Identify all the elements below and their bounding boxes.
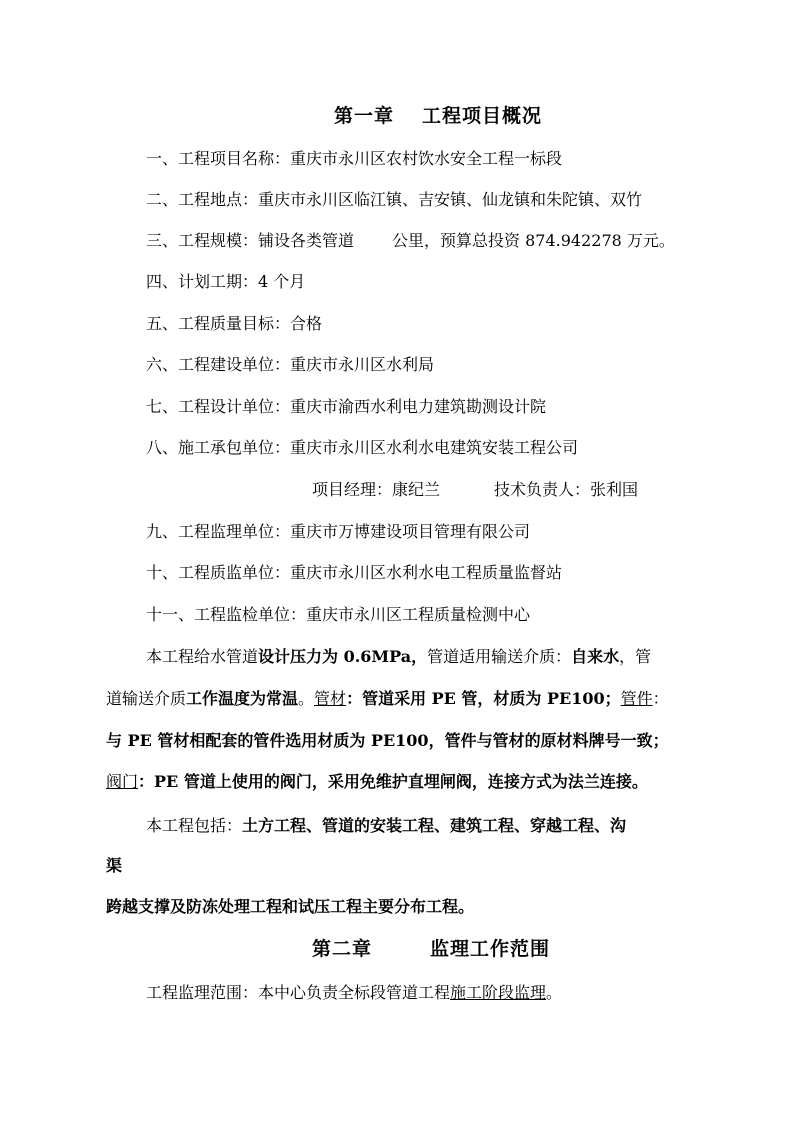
p2-label: 本工程包括： [146, 816, 243, 835]
supervision-scope [146, 983, 562, 1003]
p1-tail: ，管 [619, 647, 652, 666]
item-6: 六、工程建设单位：重庆市永川区水利局 [146, 355, 435, 374]
item-9: 九、工程监理单位：重庆市万博建设项目管理有限公司 [146, 522, 531, 541]
p1-pipe: ：管道采用 PE 管，材质为 PE100； [346, 689, 621, 708]
p1-text: 本工程给水管道 [146, 647, 259, 666]
p1-period: 。 [298, 689, 315, 708]
scope-text: 工程监理范围：本中心负责全标段管道工程 [146, 983, 451, 1002]
p1-temp-label: 道输送介质 [106, 689, 187, 708]
p2-content: 土方工程、管道的安装工程、建筑工程、穿越工程、沟 [242, 816, 627, 835]
item-11: 十一、工程监检单位：重庆市永川区工程质量检测中心 [146, 605, 531, 624]
chapter1-name: 工程项目概况 [422, 105, 543, 127]
project-staff [312, 480, 638, 500]
scope-phase: 施工阶段监理 [450, 983, 547, 1002]
paragraph2-line3: 跨越支撑及防冻处理工程和试压工程主要分布工程。 [106, 897, 475, 916]
p1-medium: 自来水 [571, 647, 620, 666]
item-3-a: 三、工程规模：铺设各类管道 [146, 231, 355, 250]
item-10: 十、工程质监单位：重庆市永川区水利水电工程质量监督站 [146, 563, 563, 582]
chapter2-name: 监理工作范围 [430, 938, 551, 960]
paragraph1-line4 [106, 772, 648, 792]
project-manager: 项目经理：康纪兰 [312, 480, 441, 499]
p1-pipe-label: 管材 [314, 689, 347, 708]
item-3-b: 公里，预算总投资 874.942278 万元。 [392, 231, 675, 250]
item-7: 七、工程设计单位：重庆市渝西水利电力建筑勘测设计院 [146, 397, 547, 416]
paragraph1-line1 [146, 647, 651, 667]
item-3 [146, 231, 675, 251]
item-5: 五、工程质量目标：合格 [146, 314, 323, 333]
p1-valve: ：PE 管道上使用的阀门，采用免维护直埋闸阀，连接方式为法兰连接。 [138, 772, 648, 791]
item-1: 一、工程项目名称：重庆市永川区农村饮水安全工程一标段 [146, 149, 563, 168]
p1-fitting-label: 管件 [620, 689, 653, 708]
item-8: 八、施工承包单位：重庆市永川区水利水电建筑安装工程公司 [146, 438, 579, 457]
p1-pressure: 设计压力为 0.6MPa， [258, 647, 428, 666]
paragraph2-line2: 渠 [106, 856, 123, 875]
p1-colon: ： [652, 689, 669, 708]
scope-period: 。 [546, 983, 563, 1002]
technical-lead: 技术负责人：张利国 [494, 480, 639, 499]
item-4: 四、计划工期：4 个月 [146, 272, 306, 291]
chapter1-title [334, 106, 542, 126]
chapter2-title [312, 939, 550, 959]
paragraph2-line1 [146, 816, 626, 836]
paragraph1-line3: 与 PE 管材相配套的管件选用材质为 PE100，管件与管材的原材料牌号一致； [106, 731, 669, 750]
paragraph1-line2 [106, 689, 669, 709]
p1-temp: 工作温度为常温 [186, 689, 299, 708]
chapter1-number: 第一章 [334, 105, 395, 127]
p1-medium-label: 管道适用输送介质： [427, 647, 572, 666]
p1-valve-label: 阀门 [106, 772, 139, 791]
item-2: 二、工程地点：重庆市永川区临江镇、吉安镇、仙龙镇和朱陀镇、双竹 [146, 190, 643, 209]
chapter2-number: 第二章 [312, 938, 373, 960]
